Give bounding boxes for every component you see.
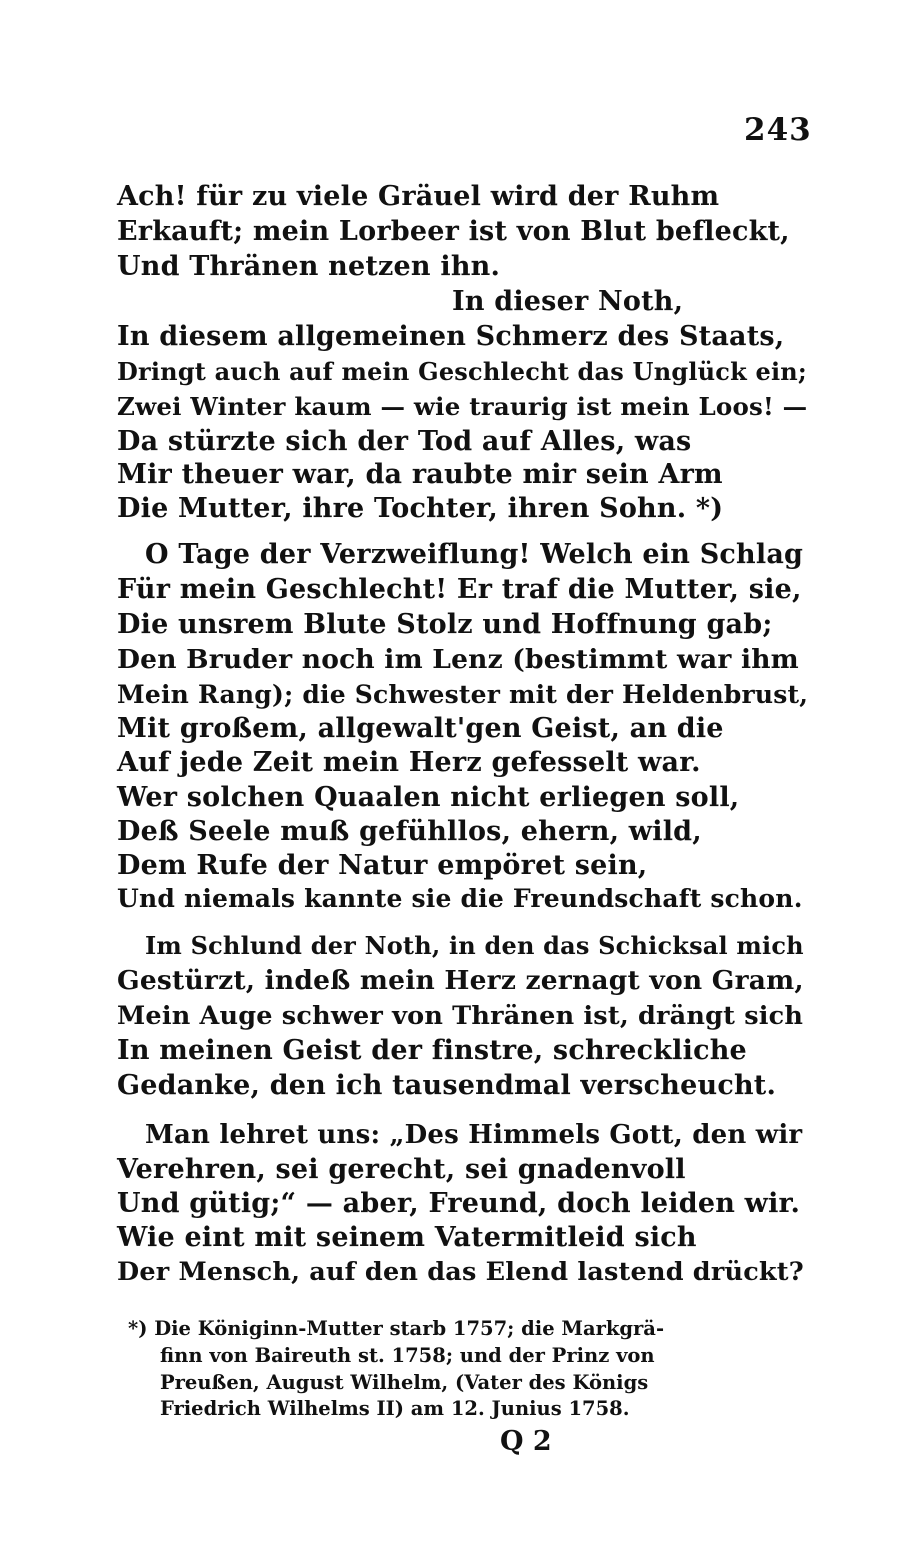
page-number: 243 [744, 112, 812, 148]
verse-line: Dem Rufe der Natur empöret sein, [117, 850, 648, 881]
verse-line: Und gütig;“ — aber, Freund, doch leiden wir. [117, 1188, 801, 1219]
verse-line: Und Thränen netzen ihn. [117, 251, 501, 282]
verse-line: Für mein Geschlecht! Er traf die Mutter, sie, [117, 574, 802, 605]
verse-line: Gestürzt, indeß mein Herz zernagt von Gram, [117, 965, 804, 996]
verse-line: Erkauft; mein Lorbeer ist von Blut befleckt, [117, 216, 790, 247]
signature-mark: Q 2 [500, 1426, 552, 1457]
verse-line: Man lehret uns: „Des Himmels Gott, den wir [145, 1120, 803, 1150]
verse-line: Wer solchen Quaalen nicht erliegen soll, [117, 782, 740, 813]
verse-line: Mit großem, allgewalt'gen Geist, an die [117, 713, 724, 744]
verse-line: Mir theuer war, da raubte mir sein Arm [117, 459, 723, 490]
verse-line: In dieser Noth, [452, 286, 684, 317]
verse-line: Die Mutter, ihre Tochter, ihren Sohn. *) [117, 493, 724, 524]
footnote-line: Friedrich Wilhelms II) am 12. Junius 1758. [160, 1397, 630, 1420]
verse-line: Mein Auge schwer von Thränen ist, drängt sich [117, 1001, 804, 1031]
verse-line: Mein Rang); die Schwester mit der Heldenbrust, [117, 680, 809, 709]
verse-line: Gedanke, den ich tausendmal verscheucht. [117, 1070, 777, 1101]
verse-line: Der Mensch, auf den das Elend lastend drückt? [117, 1257, 804, 1287]
verse-line: Da stürzte sich der Tod auf Alles, was [117, 426, 692, 457]
verse-line: Ach! für zu viele Gräuel wird der Ruhm [117, 181, 720, 212]
verse-line: Deß Seele muß gefühllos, ehern, wild, [117, 816, 702, 847]
verse-line: Und niemals kannte sie die Freundschaft schon. [117, 884, 803, 913]
verse-line: In meinen Geist der finstre, schreckliche [117, 1035, 747, 1066]
verse-line: Den Bruder noch im Lenz (bestimmt war ihm [117, 644, 799, 675]
footnote-line: finn von Baireuth st. 1758; und der Prinz von [160, 1344, 655, 1367]
verse-line: Die unsrem Blute Stolz und Hoffnung gab; [117, 609, 773, 640]
footnote-line: Preußen, August Wilhelm, (Vater des Königs [160, 1371, 649, 1394]
verse-line: Auf jede Zeit mein Herz gefesselt war. [117, 747, 701, 778]
verse-line: Verehren, sei gerecht, sei gnadenvoll [117, 1154, 686, 1185]
verse-line: Dringt auch auf mein Geschlecht das Unglück ein; [117, 357, 807, 386]
footnote-line: *) Die Königinn-Mutter starb 1757; die Markgrä- [128, 1317, 665, 1340]
verse-line: Im Schlund der Noth, in den das Schicksal mich [145, 931, 804, 960]
verse-line: Zwei Winter kaum — wie traurig ist mein Loos! — [117, 392, 808, 421]
verse-line: Wie eint mit seinem Vatermitleid sich [117, 1222, 697, 1253]
verse-line: O Tage der Verzweiflung! Welch ein Schlag [145, 539, 804, 570]
verse-line: In diesem allgemeinen Schmerz des Staats, [117, 321, 785, 352]
